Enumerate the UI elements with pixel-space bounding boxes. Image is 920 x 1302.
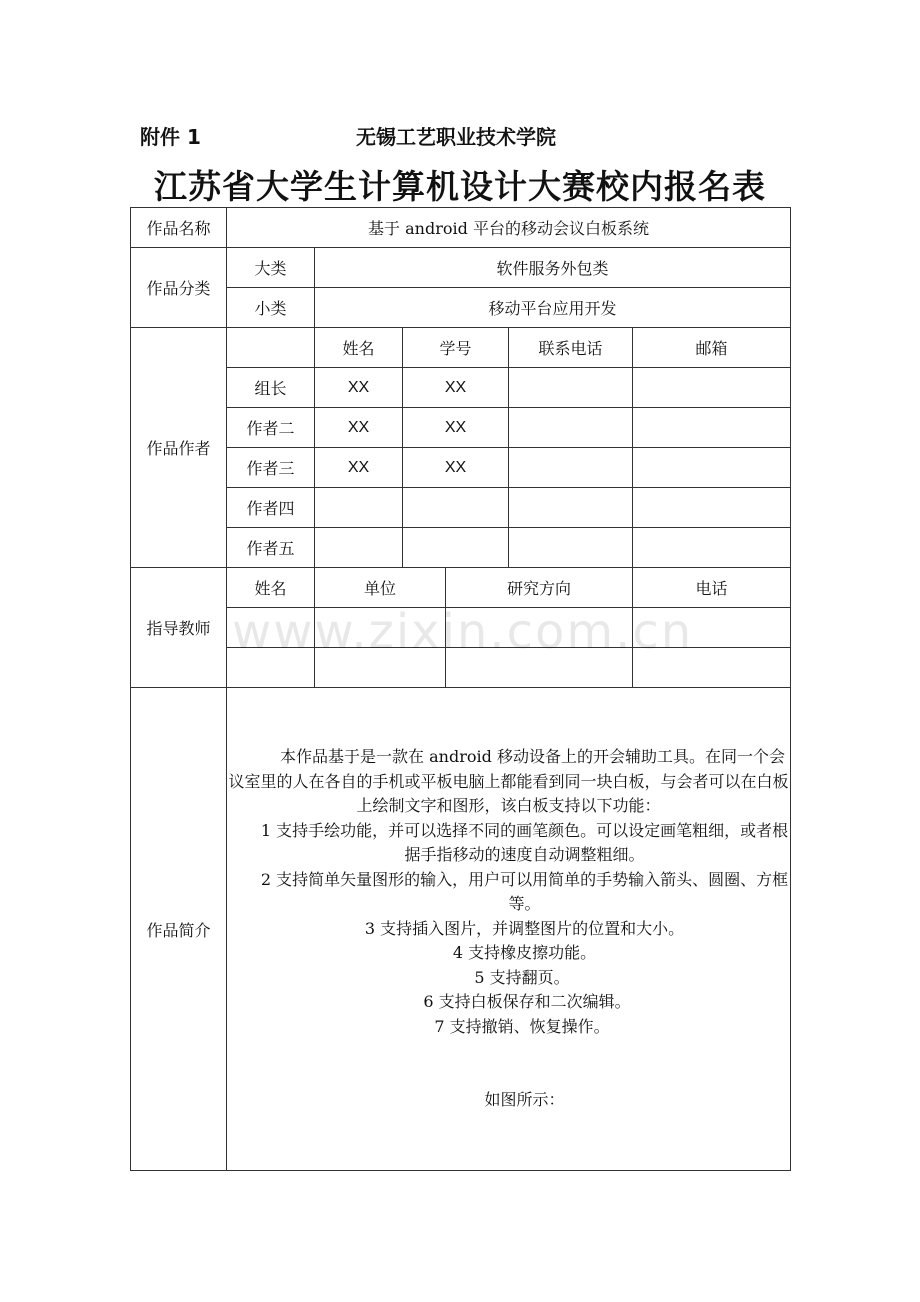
author-id[interactable]: [403, 488, 509, 528]
intro-item: 5 支持翻页。: [474, 967, 570, 987]
advisor-label: 指导教师: [131, 568, 227, 688]
authors-header-id: 学号: [403, 328, 509, 368]
authors-header-name: 姓名: [315, 328, 403, 368]
intro-item: 7 支持撤销、恢复操作。: [434, 1016, 610, 1036]
school-name: 无锡工艺职业技术学院: [356, 125, 556, 149]
author-row: [131, 368, 791, 408]
authors-header-email: 邮箱: [633, 328, 791, 368]
work-name-label: 作品名称: [131, 208, 227, 248]
author-phone[interactable]: [509, 528, 633, 568]
author-id[interactable]: [403, 528, 509, 568]
authors-header-phone: 联系电话: [509, 328, 633, 368]
intro-item: 3 支持插入图片，并调整图片的位置和大小。: [364, 918, 685, 938]
attachment-label: 附件 1: [140, 125, 201, 149]
category-minor-label: 小类: [227, 288, 315, 328]
author-name[interactable]: [315, 528, 403, 568]
advisor-header-name: 姓名: [227, 568, 315, 608]
author-phone[interactable]: [509, 448, 633, 488]
author-email[interactable]: [633, 528, 791, 568]
author-id[interactable]: XX: [403, 368, 509, 408]
author-email[interactable]: [633, 488, 791, 528]
authors-header-row: [131, 328, 791, 368]
author-name[interactable]: XX: [315, 448, 403, 488]
category-major-label: 大类: [227, 248, 315, 288]
intro-row: [131, 688, 791, 1171]
watermark: www.zixin.com.cn: [232, 604, 694, 660]
intro-label: 作品简介: [131, 688, 227, 1171]
author-role: 作者二: [227, 408, 315, 448]
author-role: 组长: [227, 368, 315, 408]
intro-spacer: [227, 1039, 790, 1088]
author-name[interactable]: [315, 488, 403, 528]
form-title: 江苏省大学生计算机设计大赛校内报名表: [154, 167, 766, 206]
authors-header-empty: [227, 328, 315, 368]
author-id[interactable]: XX: [403, 408, 509, 448]
advisor-header-unit: 单位: [315, 568, 446, 608]
author-email[interactable]: [633, 448, 791, 488]
author-phone[interactable]: [509, 408, 633, 448]
author-email[interactable]: [633, 408, 791, 448]
advisor-header-phone: 电话: [633, 568, 791, 608]
author-role: 作者四: [227, 488, 315, 528]
author-email[interactable]: [633, 368, 791, 408]
category-major-value[interactable]: 软件服务外包类: [315, 248, 791, 288]
author-name[interactable]: XX: [315, 368, 403, 408]
intro-content[interactable]: [227, 688, 791, 1171]
intro-item: 6 支持白板保存和二次编辑。: [423, 992, 631, 1012]
advisor-header-row: [131, 568, 791, 608]
intro-closing: 如图所示：: [484, 1090, 565, 1110]
registration-form: [130, 207, 791, 1171]
author-id[interactable]: XX: [403, 448, 509, 488]
intro-item: 4 支持橡皮擦功能。: [452, 943, 597, 963]
authors-label: 作品作者: [131, 328, 227, 568]
category-minor-value[interactable]: 移动平台应用开发: [315, 288, 791, 328]
category-major-row: [131, 248, 791, 288]
category-minor-row: [131, 288, 791, 328]
author-phone[interactable]: [509, 368, 633, 408]
author-row: [131, 488, 791, 528]
author-row: [131, 528, 791, 568]
advisor-header-research: 研究方向: [446, 568, 633, 608]
work-name-row: [131, 208, 791, 248]
category-label: 作品分类: [131, 248, 227, 328]
author-row: [131, 448, 791, 488]
intro-item: 2 支持简单矢量图形的输入，用户可以用简单的手势输入箭头、圆圈、方框等。: [260, 869, 789, 914]
intro-paragraph: 本作品基于是一款在 android 移动设备上的开会辅助工具。在同一个会议室里的人在各自的手机或平板电脑上都能看到同一块白板，与会者可以在白板上绘制文字和图形，该白板支持以下功能：: [228, 747, 789, 816]
author-row: [131, 408, 791, 448]
author-role: 作者五: [227, 528, 315, 568]
work-name-value[interactable]: 基于 android 平台的移动会议白板系统: [227, 208, 791, 248]
intro-item: 1 支持手绘功能，并可以选择不同的画笔颜色。可以设定画笔粗细，或者根据手指移动的速度自动调整粗细。: [260, 820, 789, 865]
author-name[interactable]: XX: [315, 408, 403, 448]
author-phone[interactable]: [509, 488, 633, 528]
author-role: 作者三: [227, 448, 315, 488]
